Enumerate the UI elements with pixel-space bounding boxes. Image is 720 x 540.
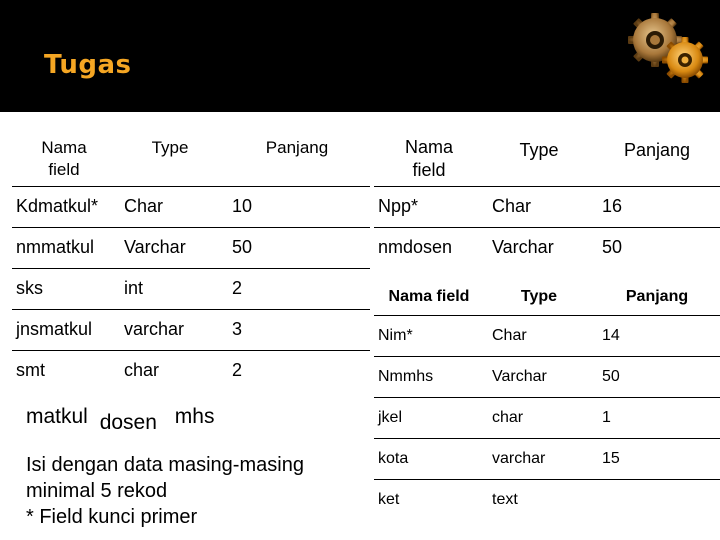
table-row bbox=[12, 186, 370, 227]
table-name-mhs: mhs bbox=[174, 405, 215, 428]
cell-type: char bbox=[484, 397, 594, 438]
cell-field: smt bbox=[12, 350, 116, 391]
cell-type: Varchar bbox=[116, 227, 224, 268]
table-row bbox=[374, 186, 720, 227]
cell-length: 15 bbox=[594, 438, 720, 479]
cell-type: Varchar bbox=[484, 227, 594, 268]
cell-length: 50 bbox=[224, 227, 370, 268]
table-row bbox=[374, 227, 720, 268]
cell-length: 3 bbox=[224, 309, 370, 350]
cell-length bbox=[594, 479, 720, 520]
cell-field: ket bbox=[374, 479, 484, 520]
cell-field: Kdmatkul* bbox=[12, 186, 116, 227]
cell-length: 1 bbox=[594, 397, 720, 438]
cell-length: 16 bbox=[594, 186, 720, 227]
table-matakuliah bbox=[12, 132, 370, 391]
cell-field: Nim* bbox=[374, 315, 484, 356]
table-row bbox=[12, 350, 370, 391]
header-nama-field: Nama field bbox=[388, 288, 470, 306]
header-type: Type bbox=[519, 140, 559, 160]
table-row bbox=[12, 227, 370, 268]
instruction-line: Isi dengan data masing-masing bbox=[26, 454, 304, 476]
cell-length: 10 bbox=[224, 186, 370, 227]
header-type: Type bbox=[520, 288, 558, 306]
table-row bbox=[12, 268, 370, 309]
header-type: Type bbox=[151, 138, 189, 157]
cell-field: sks bbox=[12, 268, 116, 309]
cell-field: Nmmhs bbox=[374, 356, 484, 397]
table-dosen bbox=[374, 132, 720, 268]
cell-length: 14 bbox=[594, 315, 720, 356]
table-header-row bbox=[374, 132, 720, 186]
header-panjang: Panjang bbox=[265, 138, 329, 157]
header-nama-field: Nama field bbox=[41, 137, 87, 179]
table-row bbox=[374, 397, 720, 438]
table-row bbox=[374, 438, 720, 479]
cell-type: Varchar bbox=[484, 356, 594, 397]
table-names bbox=[26, 405, 215, 434]
cell-type: int bbox=[116, 268, 224, 309]
cell-length: 2 bbox=[224, 350, 370, 391]
table-name-dosen: dosen bbox=[99, 411, 157, 434]
cell-length: 2 bbox=[224, 268, 370, 309]
cell-length: 50 bbox=[594, 227, 720, 268]
table-mahasiswa bbox=[374, 280, 720, 520]
cell-length: 50 bbox=[594, 356, 720, 397]
header-nama-field: Nama field bbox=[404, 136, 453, 180]
cell-type: Char bbox=[484, 315, 594, 356]
cell-type: varchar bbox=[484, 438, 594, 479]
cell-type: char bbox=[116, 350, 224, 391]
cell-field: nmdosen bbox=[374, 227, 484, 268]
instructions bbox=[26, 452, 304, 530]
cell-field: jnsmatkul bbox=[12, 309, 116, 350]
header-panjang: Panjang bbox=[623, 140, 691, 160]
cell-field: kota bbox=[374, 438, 484, 479]
table-row bbox=[374, 356, 720, 397]
cell-field: jkel bbox=[374, 397, 484, 438]
table-header-row bbox=[374, 280, 720, 315]
slide-title: Tugas bbox=[44, 50, 132, 80]
table-row bbox=[374, 315, 720, 356]
instruction-line: * Field kunci primer bbox=[26, 506, 198, 528]
cell-field: nmmatkul bbox=[12, 227, 116, 268]
cell-field: Npp* bbox=[374, 186, 484, 227]
cell-type: Char bbox=[484, 186, 594, 227]
table-row bbox=[12, 309, 370, 350]
cell-type: text bbox=[484, 479, 594, 520]
header-panjang: Panjang bbox=[625, 288, 689, 306]
cell-type: Char bbox=[116, 186, 224, 227]
table-row bbox=[374, 479, 720, 520]
gears-icon bbox=[625, 12, 710, 87]
cell-type: varchar bbox=[116, 309, 224, 350]
instruction-line: minimal 5 rekod bbox=[26, 480, 168, 502]
table-header-row bbox=[12, 132, 370, 186]
title-bar bbox=[0, 0, 720, 112]
table-name-matkul: matkul bbox=[26, 405, 88, 428]
